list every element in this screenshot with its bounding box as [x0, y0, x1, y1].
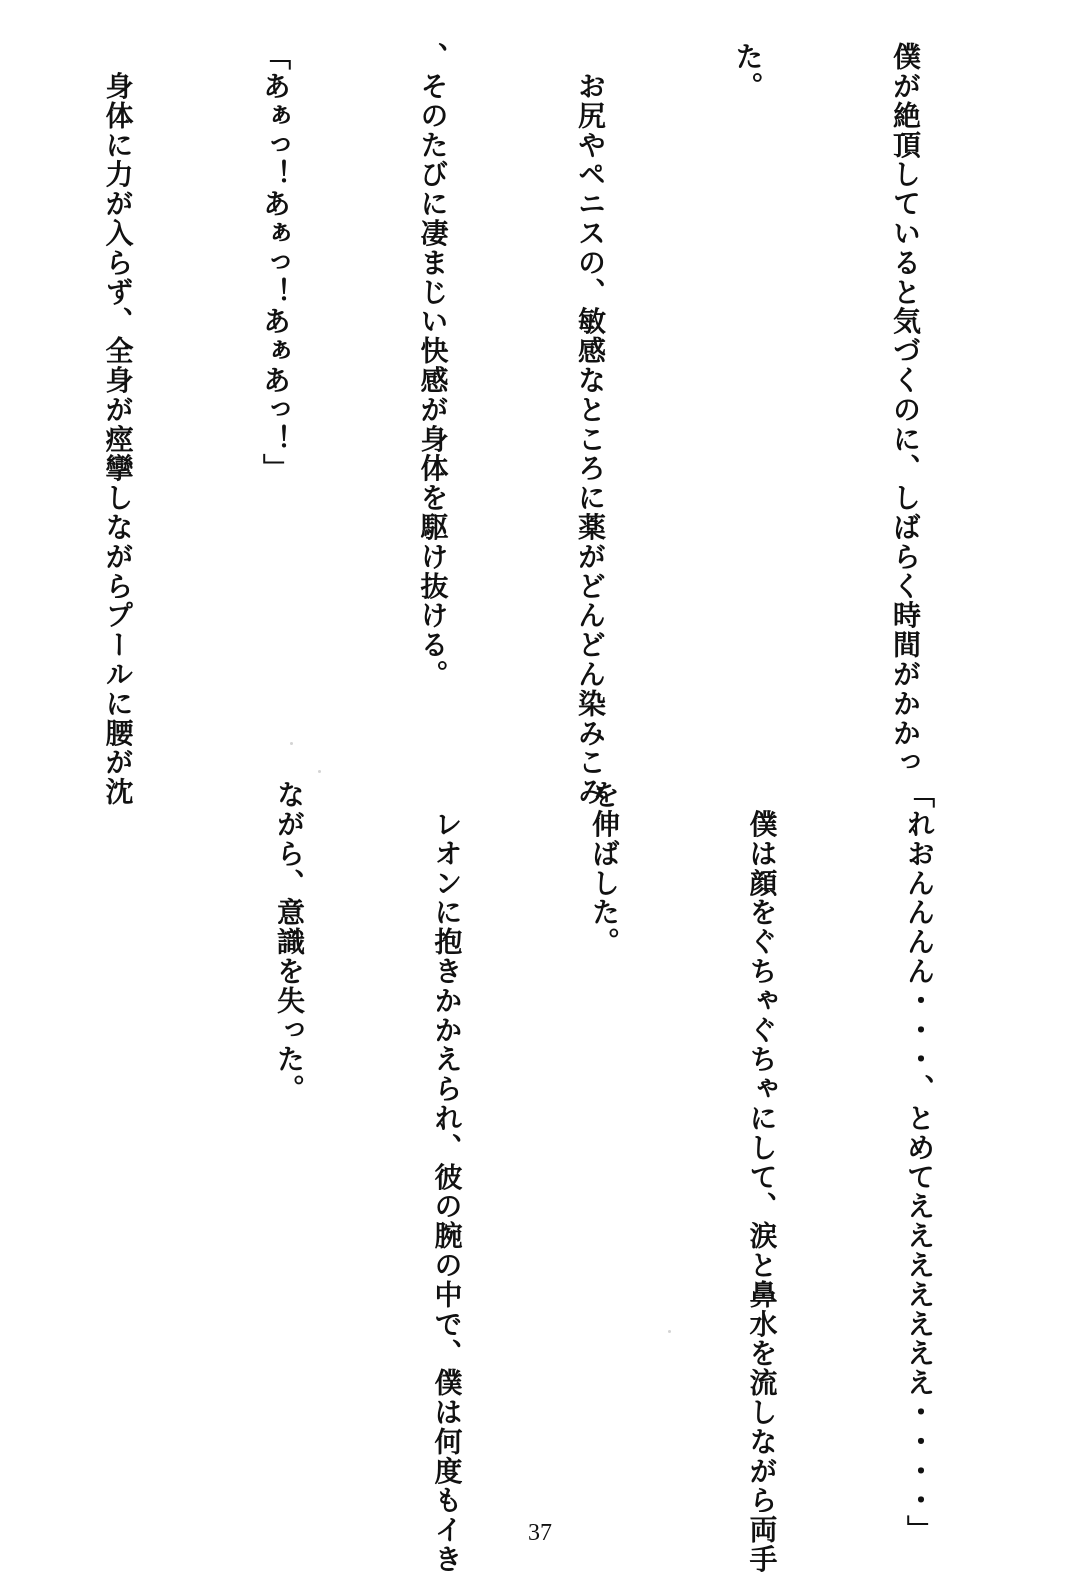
text-line: 僕が絶頂していると気づくのに、しばらく時間がかかっ	[889, 42, 922, 777]
paper-speck	[668, 1330, 671, 1333]
text-line: ながら、意識を失った。	[273, 780, 306, 1104]
text-line: を伸ばした。	[588, 780, 621, 957]
text-line: た。	[731, 42, 765, 101]
text-line: 身体に力が入らず、全身が痙攣しながらプールに腰が沈	[101, 42, 135, 807]
text-line: 、そのたびに凄まじい快感が身体を駆け抜ける。	[416, 42, 450, 689]
text-line: 僕は顔をぐちゃぐちゃにして、涙と鼻水を流しながら両手	[745, 780, 779, 1574]
text-line: 「あぁっ！あぁっ！あぁあっ！」	[259, 42, 292, 483]
text-line: レオンに抱きかかえられ、彼の腕の中で、僕は何度もイき	[430, 780, 464, 1574]
upper-text-block	[0, 42, 1036, 807]
paper-speck	[290, 742, 293, 745]
text-line: お尻やペニスの、敏感なところに薬がどんどん染みこみ	[574, 42, 607, 807]
text-line: 「れおんんんん・・・、とめてえええええええ・・・・」	[903, 780, 936, 1545]
page-number: 37	[528, 1520, 552, 1546]
paper-speck	[318, 770, 321, 773]
